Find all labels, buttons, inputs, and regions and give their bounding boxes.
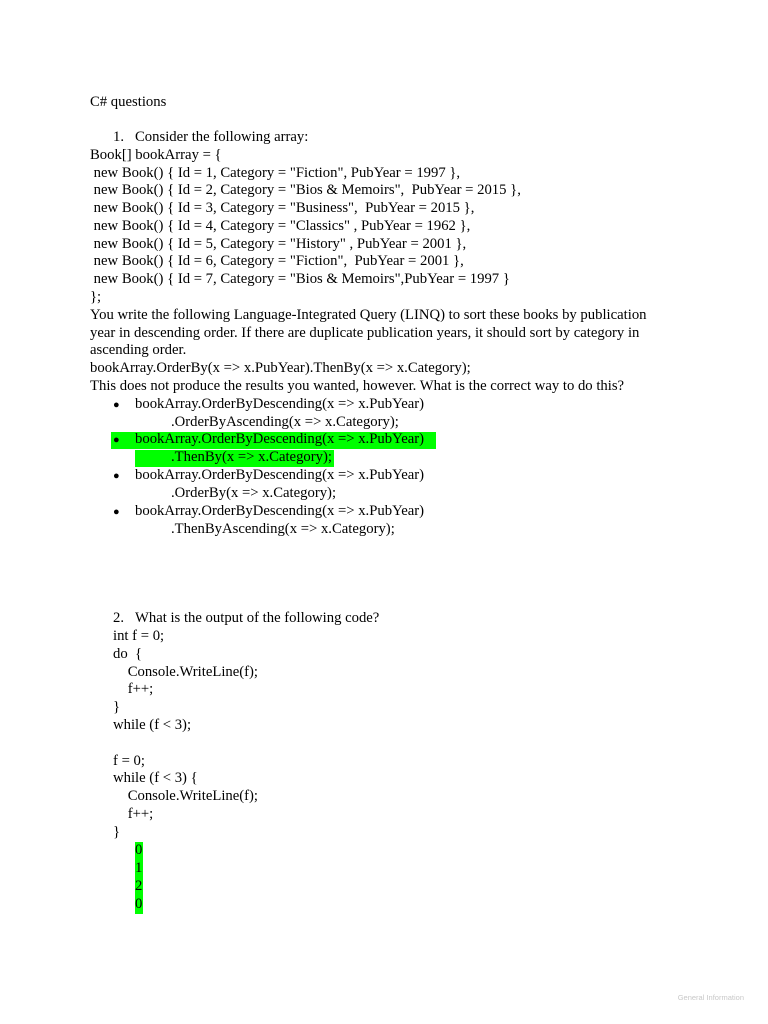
q1-code-line: new Book() { Id = 3, Category = "Business", PubYear = 2015 }, (90, 200, 475, 216)
q1-code-line: new Book() { Id = 6, Category = "Fiction", PubYear = 2001 }, (90, 253, 464, 269)
q1-code-line: new Book() { Id = 1, Category = "Fiction", PubYear = 1997 }, (90, 165, 461, 181)
q1-option-c-line2: .OrderBy(x => x.Category); (171, 485, 337, 501)
q2-number: 2. (113, 610, 125, 626)
q2-code-line: while (f < 3) { (113, 770, 198, 786)
q1-description-line: ascending order. (90, 342, 187, 358)
document-title: C# questions (90, 94, 167, 110)
q1-code-line: }; (90, 289, 102, 305)
q1-code-line: new Book() { Id = 2, Category = "Bios & Memoirs", PubYear = 2015 }, (90, 182, 521, 198)
q2-code-line: f++; (113, 806, 154, 822)
q2-code-line: int f = 0; (113, 628, 165, 644)
q2-answer-line: 0 (135, 896, 143, 912)
q2-code-line: } (113, 824, 121, 840)
q2-code-line: f = 0; (113, 753, 145, 769)
q2-answer-line: 0 (135, 842, 143, 858)
q1-option-b-line1: bookArray.OrderByDescending(x => x.PubYear) (135, 431, 425, 447)
q2-code-line: while (f < 3); (113, 717, 192, 733)
q1-option-c-line1: bookArray.OrderByDescending(x => x.PubYear) (135, 467, 425, 483)
q2-code-line: f++; (113, 681, 154, 697)
q2-code-line: } (113, 699, 121, 715)
bullet-icon: ● (113, 434, 120, 446)
q1-option-d-line2: .ThenByAscending(x => x.Category); (171, 521, 395, 537)
footer-classification-label: General Information (677, 993, 744, 1002)
bullet-icon: ● (113, 470, 120, 482)
q1-option-a-line2: .OrderByAscending(x => x.Category); (171, 414, 399, 430)
q1-number: 1. (113, 129, 125, 145)
q1-description-line: You write the following Language-Integrated Query (LINQ) to sort these books by publication (90, 307, 647, 323)
q1-option-b-line2: .ThenBy(x => x.Category); (171, 449, 332, 465)
q2-answer-line: 1 (135, 860, 143, 876)
q1-code-line: new Book() { Id = 4, Category = "Classics" , PubYear = 1962 }, (90, 218, 471, 234)
q1-attempt-code: bookArray.OrderBy(x => x.PubYear).ThenBy(x => x.Category); (90, 360, 471, 376)
q2-prompt: What is the output of the following code? (135, 610, 380, 626)
q1-option-d-line1: bookArray.OrderByDescending(x => x.PubYear) (135, 503, 425, 519)
q1-code-line: new Book() { Id = 5, Category = "History" , PubYear = 2001 }, (90, 236, 467, 252)
bullet-icon: ● (113, 399, 120, 411)
q1-question: This does not produce the results you wanted, however. What is the correct way to do this? (90, 378, 625, 394)
bullet-icon: ● (113, 506, 120, 518)
q1-description-line: year in descending order. If there are duplicate publication years, it should sort by category in (90, 325, 640, 341)
q1-code-line: Book[] bookArray = { (90, 147, 222, 163)
q1-option-a-line1: bookArray.OrderByDescending(x => x.PubYear) (135, 396, 425, 412)
q2-code-line: do { (113, 646, 143, 662)
q1-code-line: new Book() { Id = 7, Category = "Bios & Memoirs",PubYear = 1997 } (90, 271, 510, 287)
q2-code-line: Console.WriteLine(f); (113, 788, 259, 804)
q2-code-line: Console.WriteLine(f); (113, 664, 259, 680)
q2-answer-line: 2 (135, 878, 143, 894)
q1-prompt: Consider the following array: (135, 129, 309, 145)
